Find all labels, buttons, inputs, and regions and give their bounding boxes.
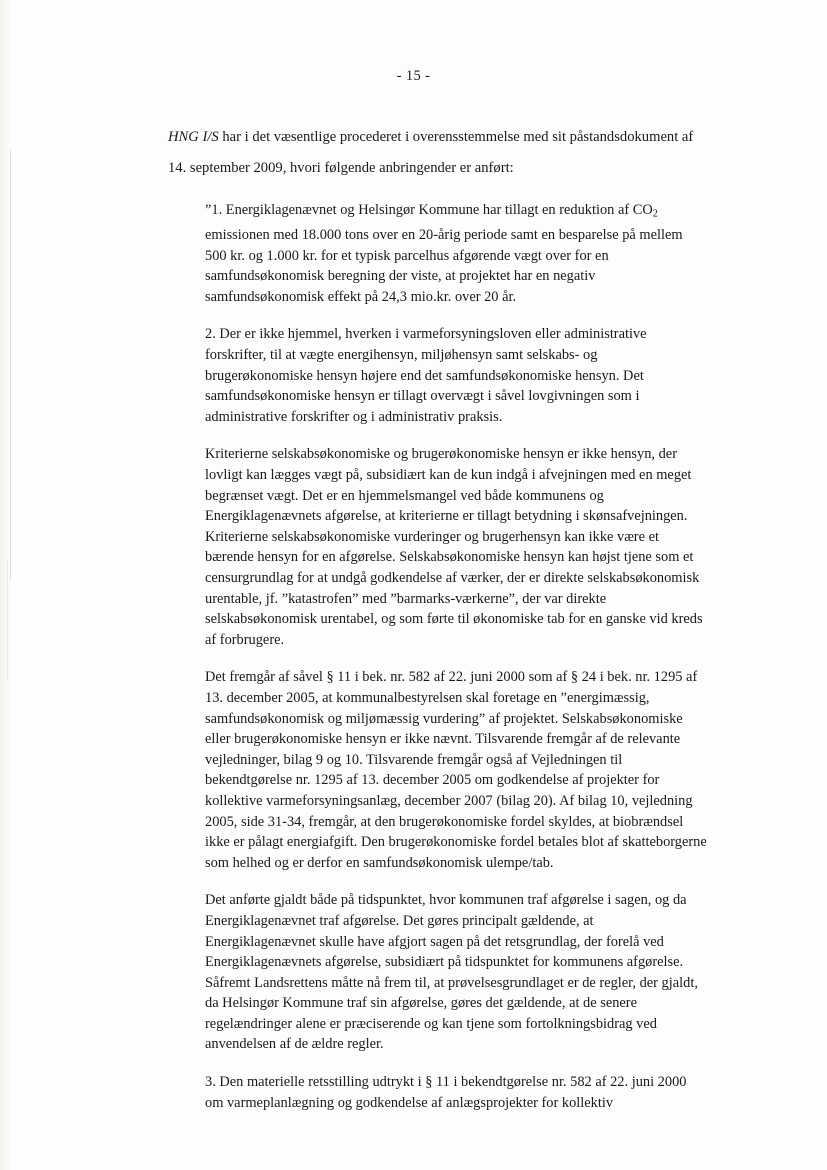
quote-paragraph-3: Kriterierne selskabsøkonomiske og brugerøkonomiske hensyn er ikke hensyn, der lovligt kan lægges vægt på, subsidiært kan de kun indgå i afvejningen med en meget begrænset vægt. Det er en hjemmelsmangel ved både kommunens og Energiklagenævnets afgørelse, at kriterierne er tillagt betydning i skønsafvejningen. Kriterierne selskabsøkonomiske vurderinger og brugerhensyn kan ikke være et bærende hensyn for en afgørelse. Selskabsøkonomiske hensyn kan højst tjene som et censurgrundlag for at undgå godkendelse af værker, der er direkte selskabsøkonomisk urentable, jf. ”katastrofen” med ”barmarks-værkerne”, der var direkte selskabsøkonomisk urentabel, og som førte til økonomiske tab for en ganske vid kreds af forbrugere. (205, 446, 703, 648)
intro-line1-rest: har i det væsentlige procederet i overensstemmelse med sit påstandsdokument af (218, 129, 694, 145)
scan-streak-artifact-secondary (7, 560, 8, 680)
co2-subscript: 2 (652, 208, 658, 220)
scan-streak-artifact (10, 150, 11, 580)
page-number: - 15 - (396, 68, 431, 84)
quote-p1-part-a: ”1. Energiklagenævnet og Helsingør Kommune har tillagt en reduktion af CO (205, 202, 653, 218)
quote-p1-part-b: emissionen med 18.000 tons over en 20-årig periode samt en besparelse på mellem 500 kr. og 1.000 kr. for et typisk parcelhus afgørende vægt over for en samfundsøkonomisk beregning der viste, at projektet har en negativ samfundsøkonomisk effekt på 24,3 mio.kr. over 20 år. (205, 227, 683, 305)
quoted-submissions (205, 200, 707, 1113)
intro-paragraph (168, 122, 738, 184)
quote-paragraph-2: 2. Der er ikke hjemmel, hverken i varmeforsyningsloven eller administrative forskrifter, til at vægte energihensyn, miljøhensyn samt selskabs- og brugerøkonomiske hensyn højere end det samfundsøkonomiske hensyn. Det samfundsøkonomiske hensyn er tillagt overvægt i såvel lovgivningen som i administrative forskrifter og i administrativ praksis. (205, 326, 647, 425)
quote-paragraph-1 (205, 200, 707, 307)
intro-line2: 14. september 2009, hvori følgende anbringender er anført: (168, 160, 514, 176)
quote-paragraph-4: Det fremgår af såvel § 11 i bek. nr. 582 af 22. juni 2000 som af § 24 i bek. nr. 1295 af 13. december 2005, at kommunalbestyrelsen skal foretage en ”energimæssig, samfundsøkonomisk og miljømæssig vurdering” af projektet. Selskabsøkonomiske eller brugerøkonomiske hensyn er ikke nævnt. Tilsvarende fremgår af de relevante vejledninger, bilag 9 og 10. Tilsvarende fremgår også af Vejledningen til bekendtgørelse nr. 1295 af 13. december 2005 om godkendelse af projekter for kollektive varmeforsyningsanlæg, december 2007 (bilag 20). Af bilag 10, vejledning 2005, side 31-34, fremgår, at den brugerøkonomiske fordel skyldes, at biobrændsel ikke er pålagt energiafgift. Den brugerøkonomiske fordel betales blot af skatteborgerne som helhed og er derfor en samfundsøkonomisk ulempe/tab. (205, 669, 707, 871)
scan-edge-artifact (0, 0, 14, 1170)
quote-paragraph-6: 3. Den materielle retsstilling udtrykt i § 11 i bekendtgørelse nr. 582 af 22. juni 2000 om varmeplanlægning og godkendelse af anlægsprojekter for kollektiv (205, 1074, 687, 1111)
party-name: HNG I/S (168, 129, 219, 145)
quote-paragraph-5: Det anførte gjaldt både på tidspunktet, hvor kommunen traf afgørelse i sagen, og da Energiklagenævnet traf afgørelse. Det gøres principalt gældende, at Energiklagenævnet skulle have afgjort sagen på det retsgrundlag, der forelå ved Energiklagenævnets afgørelse, subsidiært på tidspunktet for kommunens afgørelse. Såfremt Landsrettens måtte nå frem til, at prøvelsesgrundlaget er de regler, der gjaldt, da Helsingør Kommune traf sin afgørelse, gøres det gældende, at de senere regelændringer alene er præciserende og kan tjene som fortolkningsbidrag ved anvendelsen af de ældre regler. (205, 892, 698, 1053)
